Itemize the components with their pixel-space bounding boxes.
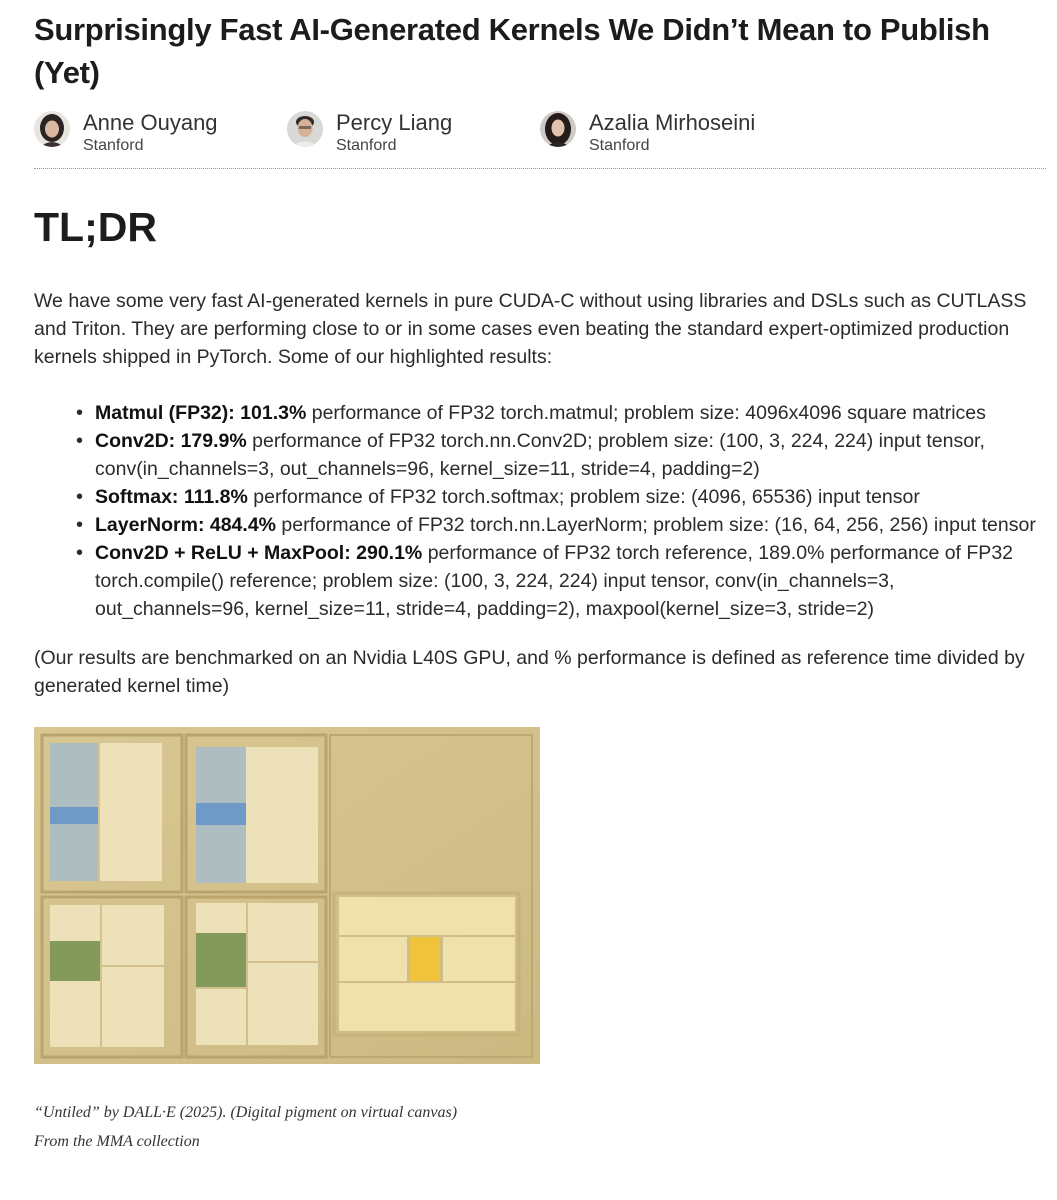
results-list bbox=[34, 399, 1044, 623]
list-item bbox=[76, 399, 1044, 427]
intro-paragraph: We have some very fast AI-generated kernels in pure CUDA-C without using libraries and DSLs such as CUTLASS and Triton. They are performing close to or in some cases even beating the standard expert-optimized production kernels shipped in PyTorch. Some of our highlighted results: bbox=[34, 290, 1027, 368]
author-name: Azalia Mirhoseini bbox=[589, 110, 756, 135]
result-text: performance of FP32 torch.softmax; problem size: (4096, 65536) input tensor bbox=[247, 486, 920, 508]
yellow-block bbox=[410, 937, 440, 981]
result-label: Softmax: 111.8% bbox=[95, 486, 248, 508]
avatar bbox=[540, 111, 576, 147]
article bbox=[34, 0, 1044, 1156]
list-item bbox=[76, 483, 1044, 511]
author-affiliation: Stanford bbox=[589, 137, 650, 154]
result-text: performance of FP32 torch.nn.Conv2D; problem size: (100, 3, 224, 224) input tensor, conv(in_channels=3, out_channels=96, kernel_size=11, stride=4, padding=2) bbox=[95, 430, 985, 480]
list-item bbox=[76, 539, 1044, 623]
author-card[interactable] bbox=[540, 110, 793, 162]
bullet-icon: • bbox=[76, 542, 84, 564]
author-name: Percy Liang bbox=[336, 110, 453, 135]
header-divider bbox=[34, 168, 1046, 169]
bullet-icon: • bbox=[76, 430, 84, 452]
author-affiliation: Stanford bbox=[83, 137, 144, 154]
avatar bbox=[34, 111, 70, 147]
author-name: Anne Ouyang bbox=[83, 110, 218, 135]
bullet-icon: • bbox=[76, 402, 84, 424]
green-block bbox=[196, 933, 246, 987]
article-title: Surprisingly Fast AI-Generated Kernels We Didn’t Mean to Publish (Yet) bbox=[34, 12, 990, 90]
result-text: performance of FP32 torch reference, 189.0% performance of FP32 torch.compile() reference; problem size: (100, 3, 224, 224) input tensor, conv(in_channels=3, out_channels=96, kernel_size=11, stride=4, padding=2), maxpool(kernel_size=3, stride=2) bbox=[95, 542, 1014, 620]
bullet-icon: • bbox=[76, 486, 84, 508]
painting-image bbox=[34, 727, 540, 1064]
blue-bar bbox=[196, 803, 246, 825]
caption-line: “Untiled” by DALL·E (2025). (Digital pigment on virtual canvas) bbox=[34, 1104, 458, 1121]
author-card[interactable] bbox=[34, 110, 287, 162]
bullet-icon: • bbox=[76, 514, 84, 536]
result-label: Conv2D: 179.9% bbox=[95, 430, 247, 452]
blue-bar bbox=[50, 807, 98, 824]
green-block bbox=[50, 941, 100, 981]
list-item bbox=[76, 427, 1044, 483]
benchmark-note: (Our results are benchmarked on an Nvidia L40S GPU, and % performance is defined as reference time divided by generated kernel time) bbox=[34, 647, 1025, 697]
author-card[interactable] bbox=[287, 110, 540, 162]
result-label: Matmul (FP32): 101.3% bbox=[95, 402, 307, 424]
author-list bbox=[34, 110, 1044, 162]
result-text: performance of FP32 torch.nn.LayerNorm; problem size: (16, 64, 256, 256) input tensor bbox=[276, 514, 1036, 536]
author-affiliation: Stanford bbox=[336, 137, 397, 154]
avatar bbox=[287, 111, 323, 147]
result-text: performance of FP32 torch.matmul; problem size: 4096x4096 square matrices bbox=[306, 402, 986, 424]
figure-caption bbox=[34, 1098, 1044, 1156]
caption-line: From the MMA collection bbox=[34, 1133, 200, 1150]
list-item bbox=[76, 511, 1044, 539]
result-label: Conv2D + ReLU + MaxPool: 290.1% bbox=[95, 542, 423, 564]
result-label: LayerNorm: 484.4% bbox=[95, 514, 277, 536]
section-heading: TL;DR bbox=[34, 204, 157, 250]
